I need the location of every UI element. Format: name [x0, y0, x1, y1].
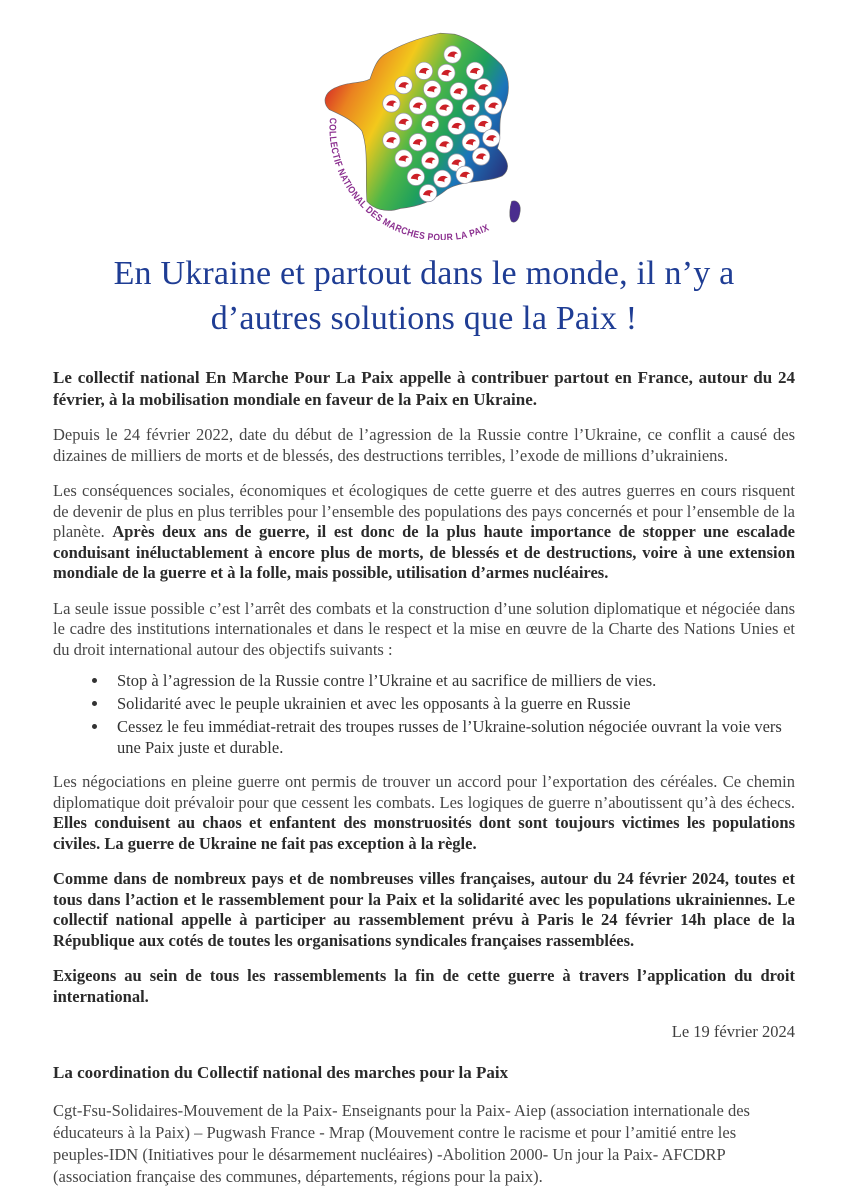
logo-arc-text: COLLECTIF NATIONAL DES MARCHES POUR LA PAIX [326, 117, 492, 240]
intro-paragraph [53, 367, 795, 410]
text-run: Les négociations en pleine guerre ont permis de trouver un accord pour l’exportation des céréales. Ce chemin diplomatique doit prévaloir pour que cessent les combats. Les logiques de guerre n’aboutissent qu’à des échecs. [53, 772, 795, 812]
paragraph-consequences [53, 481, 795, 584]
paragraph-solution [53, 599, 795, 661]
france-map-logo [320, 26, 528, 240]
paragraph-demand [53, 966, 795, 1007]
text-run: Depuis le 24 février 2022, date du début de l’agression de la Russie contre l’Ukraine, ce conflit a causé des dizaines de milliers de morts et de blessés, des destructions terribles, l’exode de millions d’ukrainiens. [53, 425, 795, 465]
title-line-2: d’autres solutions que la Paix ! [210, 300, 638, 337]
text-run: Cgt-Fsu-Solidaires-Mouvement de la Paix- Enseignants pour la Paix- Aiep (association internationale des éducateurs à la Paix) – Pugwash France - Mrap (Mouvement contre le racisme et pour l’amitié entre les peuples-IDN (Initiatives pour le désarmement nucléaires) -Abolition 2000- Un jour la Paix- AFCDRP (association française des communes, départements, régions pour la paix). [53, 1101, 750, 1186]
bold-text-run: Exigeons au sein de tous les rassemblements la fin de cette guerre à travers l’application du droit international. [53, 966, 795, 1006]
title-line-1: En Ukraine et partout dans le monde, il n’y a [113, 255, 735, 292]
corsica-shape [510, 201, 521, 222]
bold-text-run: Après deux ans de guerre, il est donc de la plus haute importance de stopper une escalade conduisant inéluctablement à encore plus de morts, de blessés et de destructions, voire à une extension mondiale de la guerre et à la folle, mais possible, utilisation d’armes nucléaires. [53, 522, 795, 582]
objective-item: • Solidarité avec le peuple ukrainien et avec les opposants à la guerre en Russie [109, 693, 795, 714]
bold-text-run: Elles conduisent au chaos et enfantent des monstruosités dont sont toujours victimes les populations civiles. La guerre de Ukraine ne fait pas exception à la règle. [53, 813, 795, 853]
text-run: La seule issue possible c’est l’arrêt des combats et la construction d’une solution diplomatique et négociée dans le cadre des institutions internationales et dans le respect et la mise en œuvre de la Charte des Nations Unies et du droit international autour des objectifs suivants : [53, 598, 795, 659]
objective-item: • Stop à l’agression de la Russie contre l’Ukraine et au sacrifice de milliers de vies. [109, 670, 795, 691]
text-run: Les conséquences sociales, économiques et écologiques de cette guerre et des autres guerres en cours risquent de devenir de plus en plus terribles pour l’ensemble des populations des pays concernés et pour l’ensemble de la planète. [53, 481, 795, 541]
paragraph-mobilization [53, 869, 795, 951]
objectives-list [53, 670, 795, 758]
paragraph-organizations [53, 1100, 783, 1188]
objective-item: • Cessez le feu immédiat-retrait des troupes russes de l’Ukraine-solution négociée ouvrant la voie vers une Paix juste et durable. [109, 716, 795, 758]
coordination-heading: La coordination du Collectif national des marches pour la Paix [53, 1062, 509, 1082]
bold-text-run: Comme dans de nombreux pays et de nombreuses villes françaises, autour du 24 février 2024, toutes et tous dans l’action et le rassemblement pour la Paix et la solidarité avec les populations ukrainiennes. Le collectif national appelle à participer au rassemblement prévu à Paris le 24 février 14h place de la République aux cotés de toutes les organisations syndicales françaises rassemblées. [53, 869, 795, 950]
paragraph-conflict [53, 425, 795, 466]
paragraph-negotiations [53, 772, 795, 854]
document-date: Le 19 février 2024 [671, 1022, 795, 1041]
logo [53, 26, 795, 245]
bold-text-run: Le collectif national En Marche Pour La Paix appelle à contribuer partout en France, autour du 24 février, à la mobilisation mondiale en faveur de la Paix en Ukraine. [53, 368, 795, 409]
document-title [53, 251, 795, 341]
